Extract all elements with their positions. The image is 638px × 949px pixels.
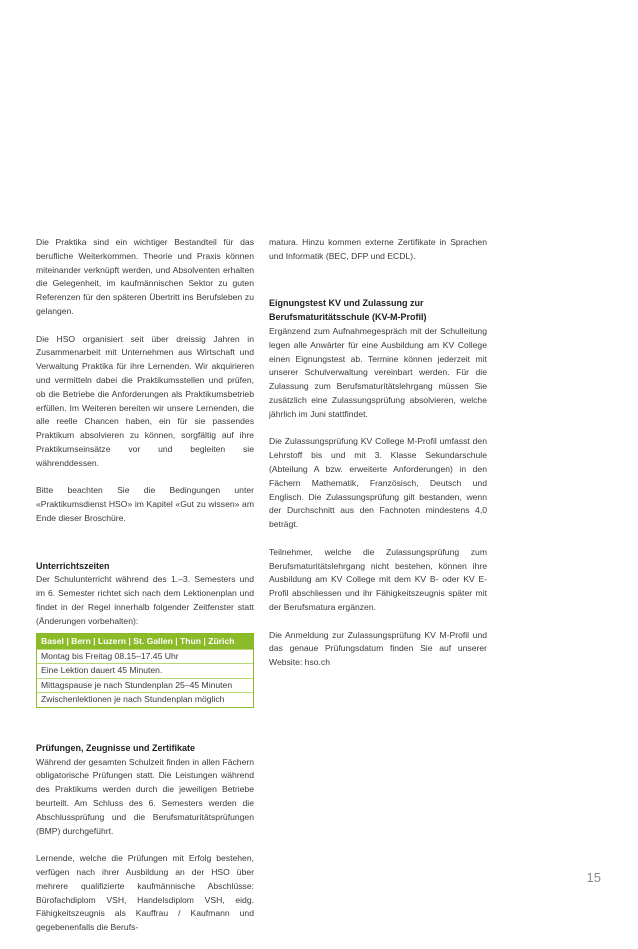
exams-heading: Prüfungen, Zeugnisse und Zertifikate bbox=[36, 742, 196, 753]
schedule-box bbox=[36, 633, 254, 708]
schedule-row: Montag bis Freitag 08.15–17.45 Uhr bbox=[37, 649, 253, 664]
aptitude-paragraph: Die Anmeldung zur Zulassungsprüfung KV M-Profil und das genaue Prüfungsdatum finden Sie auf unserer Website: hso.ch bbox=[269, 629, 487, 668]
lessons-text: Der Schulunterricht während des 1.–3. Semesters und im 6. Semester richtet sich nach dem Lektionenplan und findet in der Regel innerhalb folgender Zeitfenster statt (Änderungen vorbehalten): bbox=[36, 574, 254, 626]
intro-paragraph: Die Praktika sind ein wichtiger Bestandteil für das berufliche Weiterkommen. Theorie und Praxis können miteinander verknüpft werden, und Absolventen erhalten die Gelegenheit, im kaufmännischen Sektor zu guten Referenzen für den späteren Übertritt ins Berufsleben zu gelangen. bbox=[36, 237, 254, 316]
exams-paragraph: Während der gesamten Schulzeit finden in allen Fächern obligatorische Prüfungen statt. Die Leistungen während des Praktikums werden durch die jeweiligen Betriebe beurteilt. Am Schluss des 6. Semesters werden die Abschlussprüfung und die Berufsmaturitätsprüfungen (BMP) durchgeführt. bbox=[36, 756, 254, 836]
schedule-row: Mittagspause je nach Stundenplan 25–45 Minuten bbox=[37, 678, 253, 693]
intro-paragraph: Die HSO organisiert seit über dreissig Jahren in Zusammenarbeit mit Unternehmen aus Wirtschaft und Verwaltung Praktika für ihre Lernenden. Wir akquirieren und vermitteln dabei die Praktikumsstellen und prüfen, ob die Betriebe die Anforderungen als Praktikumsbetrieb erfüllen. Im Weiteren bereiten wir unsere Lernenden, die alle reelle Chancen haben, ein für sie passendes Praktikum absolvieren zu können, sorgfältig auf ihre Praktikumseinsätze vor und begleiten sie währenddessen. bbox=[36, 333, 254, 468]
lessons-heading: Unterrichtszeiten bbox=[36, 560, 110, 571]
aptitude-paragraph: Ergänzend zum Aufnahmegespräch mit der Schulleitung legen alle Anwärter für eine Ausbildung am KV College einen Eignungstest ab. Termine können jederzeit mit unserer Schulverwaltung vereinbart werden. Für die Zulassung zum Berufsmaturitätslehrgang müssen Sie zusätzlich eine Zulassungsprüfung absolvieren, welche jährlich im Juni stattfindet. bbox=[269, 325, 487, 419]
intro-paragraph: Bitte beachten Sie die Bedingungen unter «Praktikumsdienst HSO» im Kapitel «Gut zu wissen» am Ende dieser Broschüre. bbox=[36, 485, 254, 523]
aptitude-paragraph: Teilnehmer, welche die Zulassungsprüfung zum Berufsmaturitätslehrgang nicht bestehen, können ihre Ausbildung am KV College mit dem KV B- oder KV E-Profil abschliessen und ihr Fähigkeitszeugnis später mit der Berufsmatura ergänzen. bbox=[269, 546, 487, 612]
aptitude-heading: Eignungstest KV und Zulassung zur Berufsmaturitätsschule (KV-M-Profil) bbox=[269, 298, 427, 323]
schedule-locations: Basel | Bern | Luzern | St. Gallen | Thun | Zürich bbox=[37, 634, 253, 649]
continuation-paragraph: matura. Hinzu kommen externe Zertifikate in Sprachen und Informatik (BEC, DFP und ECDL). bbox=[269, 237, 487, 261]
page-number: 15 bbox=[586, 870, 601, 885]
schedule-row: Zwischenlektionen je nach Stundenplan möglich bbox=[37, 692, 253, 707]
left-column bbox=[36, 236, 254, 949]
right-column bbox=[269, 236, 487, 684]
exams-paragraph: Lernende, welche die Prüfungen mit Erfolg bestehen, verfügen nach ihrer Ausbildung an der HSO über mehrere qualifizierte kaufmännische Abschlüsse: Bürofachdiplom VSH, Handelsdiplom VSH, eidg. Fähigkeitszeugnis als Kauffrau / Kaufmann und gegebenenfalls die Berufs- bbox=[36, 853, 254, 933]
aptitude-paragraph: Die Zulassungsprüfung KV College M-Profil umfasst den Lehrstoff bis und mit 3. Klasse Sekundarschule (Abteilung A bzw. erweiterte Anforderungen) in den Fächern Mathematik, Französisch, Deutsch und Englisch. Die Zulassungsprüfung gilt bestanden, wenn der Durchschnitt aus den Fachnoten mindestens 4,0 beträgt. bbox=[269, 436, 487, 530]
schedule-row: Eine Lektion dauert 45 Minuten. bbox=[37, 663, 253, 678]
